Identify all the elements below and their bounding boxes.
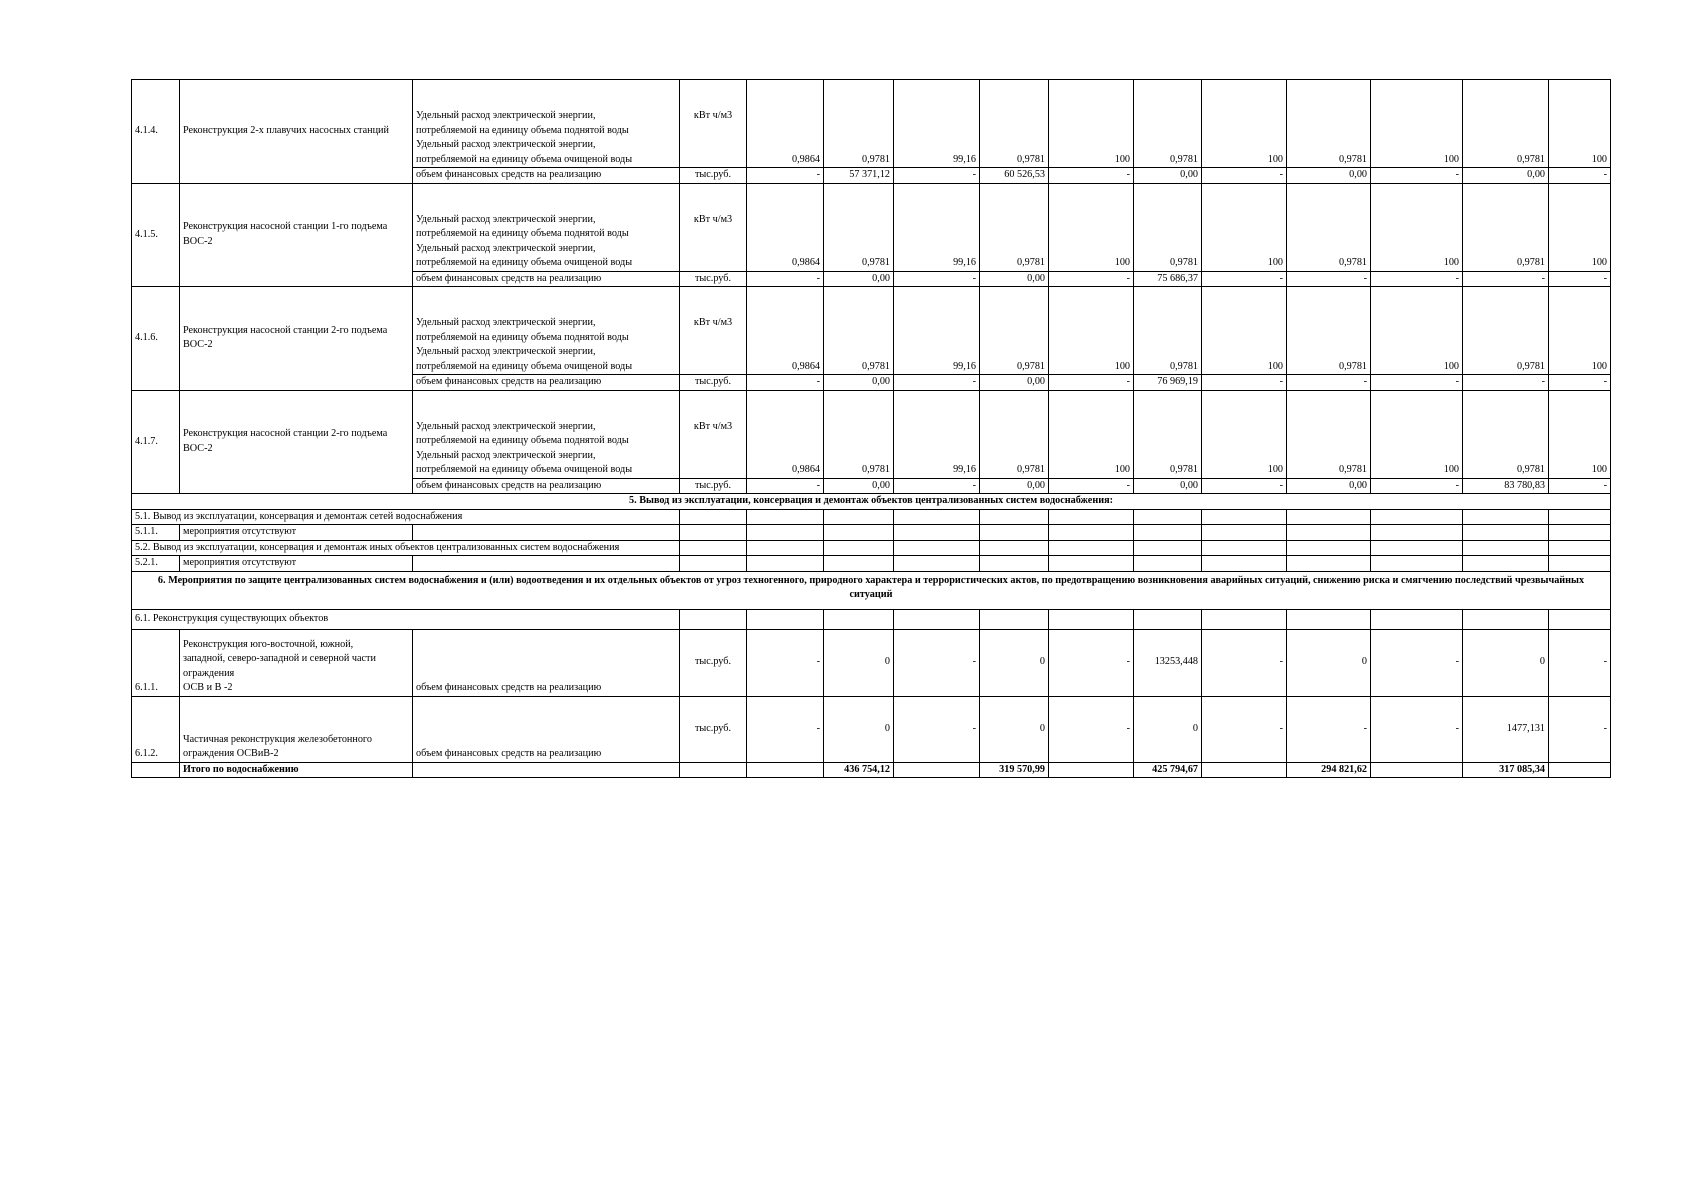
table-row <box>132 287 1611 375</box>
indicator-cell: объем финансовых средств на реализацию <box>413 629 680 696</box>
empty-cell <box>824 540 894 556</box>
indicator-line: Удельный расход электрической энергии, <box>416 213 596 225</box>
finance-value-cell: - <box>1371 696 1463 762</box>
finance-value-cell: - <box>894 168 980 184</box>
empty-cell <box>1134 525 1202 541</box>
finance-value-cell: - <box>747 478 824 494</box>
indicator-line: потребляемой на единицу объема очищеной воды <box>416 360 633 372</box>
finance-value-cell: - <box>1202 271 1287 287</box>
table-row <box>132 80 1611 168</box>
empty-cell <box>747 609 824 629</box>
value-cell: 100 <box>1549 287 1611 375</box>
value-cell: 100 <box>1202 80 1287 168</box>
finance-value-cell: - <box>1049 271 1134 287</box>
row-number: 4.1.6. <box>132 287 180 391</box>
measure-name: мероприятия отсутствуют <box>180 556 413 572</box>
total-value-cell: 319 570,99 <box>980 762 1049 778</box>
finance-value-cell: 0,00 <box>824 478 894 494</box>
empty-cell <box>980 556 1049 572</box>
table-row <box>132 525 1611 541</box>
indicator-line: потребляемой на единицу объема поднятой воды <box>416 228 629 239</box>
empty-cell <box>680 509 747 525</box>
indicator-line: Удельный расход электрической энергии, <box>416 420 596 432</box>
empty-cell <box>1049 540 1134 556</box>
unit-cell: тыс.руб. <box>680 168 747 184</box>
empty-cell <box>1049 556 1134 572</box>
total-value-cell: 436 754,12 <box>824 762 894 778</box>
total-value-cell <box>1549 762 1611 778</box>
total-value-cell <box>1049 762 1134 778</box>
unit-cell: кВт ч/м3 <box>680 183 747 271</box>
finance-value-cell: 0,00 <box>1463 168 1549 184</box>
empty-cell <box>1134 609 1202 629</box>
empty-cell <box>1287 509 1371 525</box>
value-cell: 0,9781 <box>980 80 1049 168</box>
table-row <box>132 556 1611 572</box>
finance-value-cell: 1477,131 <box>1463 696 1549 762</box>
measure-name-line: ограждения <box>183 667 235 679</box>
finance-value-cell: - <box>894 271 980 287</box>
empty-cell <box>894 540 980 556</box>
subsection-6-1-title: 6.1. Реконструкция существующих объектов <box>132 609 680 629</box>
measure-name-line: западной, северо-западной и северной части <box>183 653 376 664</box>
measure-name <box>180 629 413 696</box>
value-cell: 0,9781 <box>1287 80 1371 168</box>
finance-value-cell: - <box>1549 478 1611 494</box>
finance-value-cell: 0 <box>1134 696 1202 762</box>
value-cell: 0,9781 <box>980 390 1049 478</box>
value-cell: 100 <box>1049 183 1134 271</box>
value-cell: 0,9781 <box>824 183 894 271</box>
subsection-row <box>132 609 1611 629</box>
indicator-line: Удельный расход электрической энергии, <box>416 242 596 254</box>
empty-cell <box>680 556 747 572</box>
value-cell: 0,9781 <box>824 390 894 478</box>
finance-value-cell: - <box>1549 696 1611 762</box>
table-row <box>132 390 1611 478</box>
empty-cell <box>747 540 824 556</box>
empty-cell <box>413 762 680 778</box>
finance-value-cell: 13253,448 <box>1134 629 1202 696</box>
row-number: 5.2.1. <box>132 556 180 572</box>
empty-cell <box>980 609 1049 629</box>
table-row <box>132 696 1611 762</box>
value-cell: 0,9781 <box>1287 287 1371 375</box>
total-label: Итого по водоснабжению <box>180 762 413 778</box>
indicator-line: Удельный расход электрической энергии, <box>416 139 596 150</box>
section-5-title: 5. Вывод из эксплуатации, консервация и демонтаж объектов централизованных систем водоснабжения: <box>132 494 1611 510</box>
value-cell: 0,9864 <box>747 183 824 271</box>
finance-value-cell: - <box>747 271 824 287</box>
empty-cell <box>1371 556 1463 572</box>
finance-value-cell: - <box>1287 271 1371 287</box>
value-cell: 0,9781 <box>824 287 894 375</box>
value-cell: 0,9781 <box>824 80 894 168</box>
value-cell: 99,16 <box>894 183 980 271</box>
value-cell: 100 <box>1049 390 1134 478</box>
finance-value-cell: 0,00 <box>980 271 1049 287</box>
indicator-line: Удельный расход электрической энергии, <box>416 449 596 461</box>
total-value-cell <box>747 762 824 778</box>
row-number: 5.1.1. <box>132 525 180 541</box>
empty-cell <box>1549 609 1611 629</box>
indicator-line: Удельный расход электрической энергии, <box>416 110 596 121</box>
value-cell: 0,9864 <box>747 390 824 478</box>
section-header-row <box>132 494 1611 510</box>
measure-name-line: Частичная реконструкция железобетонного <box>183 733 372 745</box>
value-cell: 99,16 <box>894 80 980 168</box>
finance-value-cell: - <box>1049 375 1134 391</box>
value-cell: 0,9781 <box>1463 390 1549 478</box>
total-value-cell <box>894 762 980 778</box>
empty-cell <box>1049 525 1134 541</box>
indicator-line: Удельный расход электрической энергии, <box>416 346 596 357</box>
unit-cell: тыс.руб. <box>680 478 747 494</box>
finance-value-cell: 57 371,12 <box>824 168 894 184</box>
finance-label: объем финансовых средств на реализацию <box>413 168 680 184</box>
finance-value-cell: - <box>894 375 980 391</box>
measure-name: Реконструкция насосной станции 1-го подъема ВОС-2 <box>180 183 413 287</box>
total-value-cell <box>1371 762 1463 778</box>
empty-cell <box>824 556 894 572</box>
empty-cell <box>894 509 980 525</box>
finance-value-cell: - <box>1371 629 1463 696</box>
finance-value-cell: - <box>1287 696 1371 762</box>
empty-cell <box>1549 509 1611 525</box>
total-row <box>132 762 1611 778</box>
value-cell: 0,9864 <box>747 80 824 168</box>
value-cell: 0,9781 <box>1463 183 1549 271</box>
empty-cell <box>1134 556 1202 572</box>
empty-cell <box>1371 509 1463 525</box>
empty-cell <box>680 540 747 556</box>
row-number: 6.1.1. <box>132 629 180 696</box>
finance-value-cell: - <box>1287 375 1371 391</box>
subsection-5-2-title: 5.2. Вывод из эксплуатации, консервация и демонтаж иных объектов централизованных систем водоснабжения <box>132 540 680 556</box>
finance-value-cell: - <box>1049 629 1134 696</box>
empty-cell <box>747 525 824 541</box>
value-cell: 100 <box>1202 183 1287 271</box>
finance-value-cell: - <box>1202 629 1287 696</box>
unit-cell: кВт ч/м3 <box>680 390 747 478</box>
finance-value-cell: 0 <box>824 696 894 762</box>
total-value-cell: 294 821,62 <box>1287 762 1371 778</box>
empty-cell <box>1202 609 1287 629</box>
finance-value-cell: 0,00 <box>1134 168 1202 184</box>
finance-value-cell: - <box>1371 375 1463 391</box>
finance-value-cell: - <box>1202 168 1287 184</box>
subsection-row <box>132 509 1611 525</box>
indicator-cell <box>413 287 680 375</box>
measure-name-line: ОСВ и В -2 <box>183 682 233 693</box>
empty-cell <box>980 509 1049 525</box>
finance-value-cell: 83 780,83 <box>1463 478 1549 494</box>
empty-cell <box>1287 540 1371 556</box>
finance-value-cell: - <box>1463 375 1549 391</box>
empty-cell <box>1202 540 1287 556</box>
unit-cell: тыс.руб. <box>680 629 747 696</box>
finance-value-cell: - <box>1371 271 1463 287</box>
finance-value-cell: 0 <box>980 696 1049 762</box>
total-value-cell: 425 794,67 <box>1134 762 1202 778</box>
table-body <box>132 80 1611 778</box>
empty-cell <box>1463 556 1549 572</box>
empty-cell <box>980 540 1049 556</box>
empty-cell <box>1549 540 1611 556</box>
indicator-cell <box>413 80 680 168</box>
finance-value-cell: - <box>1202 696 1287 762</box>
finance-value-cell: - <box>1371 478 1463 494</box>
empty-cell <box>824 525 894 541</box>
finance-value-cell: - <box>747 696 824 762</box>
value-cell: 100 <box>1371 287 1463 375</box>
empty-cell <box>1463 509 1549 525</box>
finance-label: объем финансовых средств на реализацию <box>413 375 680 391</box>
finance-value-cell: - <box>1049 696 1134 762</box>
empty-cell <box>1549 525 1611 541</box>
finance-value-cell: - <box>1371 168 1463 184</box>
empty-cell <box>1549 556 1611 572</box>
value-cell: 100 <box>1202 287 1287 375</box>
unit-cell: тыс.руб. <box>680 271 747 287</box>
unit-cell: кВт ч/м3 <box>680 287 747 375</box>
empty-cell <box>1134 540 1202 556</box>
value-cell: 0,9781 <box>980 183 1049 271</box>
finance-value-cell: 76 969,19 <box>1134 375 1202 391</box>
finance-value-cell: - <box>894 629 980 696</box>
finance-value-cell: - <box>747 629 824 696</box>
total-value-cell: 317 085,34 <box>1463 762 1549 778</box>
empty-cell <box>1202 556 1287 572</box>
empty-cell <box>1371 525 1463 541</box>
value-cell: 0,9781 <box>1134 183 1202 271</box>
empty-cell <box>824 609 894 629</box>
row-number: 4.1.7. <box>132 390 180 494</box>
finance-value-cell: - <box>1202 478 1287 494</box>
row-number: 4.1.4. <box>132 80 180 184</box>
value-cell: 99,16 <box>894 390 980 478</box>
value-cell: 0,9781 <box>1134 80 1202 168</box>
finance-value-cell: 0 <box>1287 629 1371 696</box>
empty-cell <box>980 525 1049 541</box>
finance-value-cell: 75 686,37 <box>1134 271 1202 287</box>
empty-cell <box>1463 525 1549 541</box>
empty-cell <box>1202 525 1287 541</box>
finance-value-cell: 0,00 <box>1287 168 1371 184</box>
value-cell: 0,9781 <box>1134 287 1202 375</box>
indicator-line: потребляемой на единицу объема очищеной воды <box>416 464 633 475</box>
finance-value-cell: 0,00 <box>980 375 1049 391</box>
measures-table <box>131 79 1611 778</box>
empty-cell <box>1371 609 1463 629</box>
finance-value-cell: - <box>1549 375 1611 391</box>
finance-value-cell: - <box>747 375 824 391</box>
total-value-cell <box>1202 762 1287 778</box>
empty-cell <box>680 762 747 778</box>
table-row <box>132 629 1611 696</box>
empty-cell <box>1202 509 1287 525</box>
empty-cell <box>1463 540 1549 556</box>
empty-cell <box>1287 609 1371 629</box>
measure-name: Реконструкция насосной станции 2-го подъема ВОС-2 <box>180 390 413 494</box>
finance-value-cell: - <box>894 696 980 762</box>
value-cell: 100 <box>1549 80 1611 168</box>
finance-value-cell: - <box>1549 629 1611 696</box>
value-cell: 100 <box>1371 390 1463 478</box>
value-cell: 100 <box>1371 80 1463 168</box>
row-number: 4.1.5. <box>132 183 180 287</box>
subsection-row <box>132 540 1611 556</box>
finance-value-cell: 0,00 <box>824 271 894 287</box>
finance-value-cell: 0 <box>1463 629 1549 696</box>
indicator-cell <box>413 390 680 478</box>
finance-label: объем финансовых средств на реализацию <box>413 271 680 287</box>
finance-value-cell: - <box>1549 168 1611 184</box>
empty-cell <box>894 609 980 629</box>
finance-value-cell: - <box>1049 168 1134 184</box>
measure-name: мероприятия отсутствуют <box>180 525 413 541</box>
value-cell: 0,9781 <box>1463 80 1549 168</box>
finance-value-cell: 0 <box>980 629 1049 696</box>
value-cell: 0,9781 <box>1287 183 1371 271</box>
subsection-5-1-title: 5.1. Вывод из эксплуатации, консервация и демонтаж сетей водоснабжения <box>132 509 680 525</box>
unit-cell: кВт ч/м3 <box>680 80 747 168</box>
finance-label: объем финансовых средств на реализацию <box>413 478 680 494</box>
measure-name-line: ограждения ОСВиВ-2 <box>183 748 279 759</box>
finance-value-cell: 0 <box>824 629 894 696</box>
indicator-line: потребляемой на единицу объема поднятой воды <box>416 435 629 446</box>
value-cell: 0,9781 <box>1134 390 1202 478</box>
table-row <box>132 183 1611 271</box>
indicator-cell <box>413 183 680 271</box>
empty-cell <box>1287 525 1371 541</box>
finance-value-cell: 0,00 <box>824 375 894 391</box>
value-cell: 100 <box>1202 390 1287 478</box>
finance-value-cell: 0,00 <box>980 478 1049 494</box>
indicator-cell: объем финансовых средств на реализацию <box>413 696 680 762</box>
value-cell: 100 <box>1549 390 1611 478</box>
finance-value-cell: 60 526,53 <box>980 168 1049 184</box>
finance-value-cell: - <box>1202 375 1287 391</box>
row-number: 6.1.2. <box>132 696 180 762</box>
finance-value-cell: - <box>747 168 824 184</box>
empty-cell <box>413 556 680 572</box>
measure-name: Реконструкция насосной станции 2-го подъема ВОС-2 <box>180 287 413 391</box>
measure-name-line: Реконструкция юго-восточной, южной, <box>183 638 354 650</box>
value-cell: 0,9781 <box>1287 390 1371 478</box>
value-cell: 100 <box>1371 183 1463 271</box>
value-cell: 0,9781 <box>980 287 1049 375</box>
value-cell: 100 <box>1549 183 1611 271</box>
value-cell: 0,9781 <box>1463 287 1549 375</box>
empty-cell <box>1463 609 1549 629</box>
section-header-row <box>132 571 1611 609</box>
value-cell: 100 <box>1049 287 1134 375</box>
indicator-line: Удельный расход электрической энергии, <box>416 317 596 328</box>
finance-value-cell: 0,00 <box>1287 478 1371 494</box>
section-6-title: 6. Мероприятия по защите централизованных систем водоснабжения и (или) водоотведения и их отдельных объектов от угроз техногенного, природного характера и террористических актов, по предотвращению возникновения аварийных ситуаций, снижению риска и смягчению последствий чрезвычайных ситуаций <box>132 571 1611 609</box>
indicator-line: потребляемой на единицу объема очищеной воды <box>416 257 633 268</box>
measure-name: Реконструкция 2-х плавучих насосных станций <box>180 80 413 184</box>
empty-cell <box>824 509 894 525</box>
finance-value-cell: - <box>1049 478 1134 494</box>
empty-cell <box>1287 556 1371 572</box>
unit-cell: тыс.руб. <box>680 696 747 762</box>
empty-cell <box>413 525 680 541</box>
empty-cell <box>132 762 180 778</box>
empty-cell <box>1134 509 1202 525</box>
empty-cell <box>747 509 824 525</box>
value-cell: 100 <box>1049 80 1134 168</box>
finance-value-cell: - <box>894 478 980 494</box>
unit-cell: тыс.руб. <box>680 375 747 391</box>
empty-cell <box>1371 540 1463 556</box>
empty-cell <box>1049 509 1134 525</box>
value-cell: 99,16 <box>894 287 980 375</box>
measure-name <box>180 696 413 762</box>
empty-cell <box>1049 609 1134 629</box>
indicator-line: потребляемой на единицу объема поднятой воды <box>416 124 629 136</box>
finance-value-cell: 0,00 <box>1134 478 1202 494</box>
value-cell: 0,9864 <box>747 287 824 375</box>
empty-cell <box>894 556 980 572</box>
empty-cell <box>680 609 747 629</box>
empty-cell <box>680 525 747 541</box>
indicator-line: потребляемой на единицу объема очищеной воды <box>416 153 633 165</box>
indicator-line: потребляемой на единицу объема поднятой воды <box>416 331 629 343</box>
empty-cell <box>747 556 824 572</box>
finance-value-cell: - <box>1463 271 1549 287</box>
finance-value-cell: - <box>1549 271 1611 287</box>
empty-cell <box>894 525 980 541</box>
